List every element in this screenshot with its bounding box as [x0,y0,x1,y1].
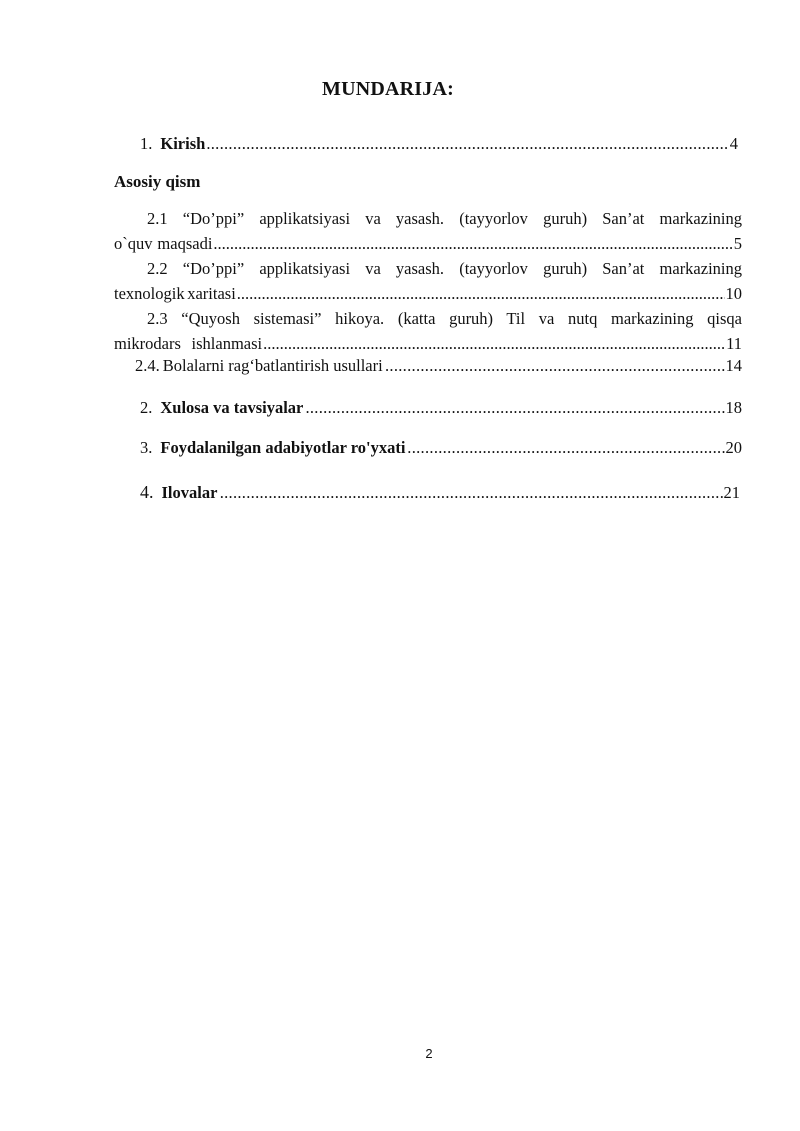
toc-entry-label: Xulosa va tavsiyalar [160,398,304,417]
dot-leader [385,356,725,376]
toc-entry-page: 21 [723,483,740,502]
page-title: MUNDARIJA: [322,78,454,100]
toc-entry-number: 1. [140,134,153,153]
toc-entry-number: 4. [140,482,154,502]
dot-leader [263,331,725,356]
dot-leader [237,281,725,306]
toc-entry-text-cont: maqsadi [157,234,213,253]
toc-entry-label: Foydalanilgan adabiyotlar ro'yxati [160,438,406,457]
toc-entry-text-cont: xaritasi [187,284,236,303]
toc-entry-text: 2.3 “Quyosh sistemasi” hikoya. (katta guruh) Til va nutq markazining qisqa [147,309,742,328]
toc-entry-page: 10 [725,284,742,303]
toc-entry-text-cont: texnologik [114,284,185,303]
toc-entry-appendix [140,482,740,503]
dot-leader [220,483,723,503]
toc-entry-page: 18 [725,398,742,417]
toc-entry-page: 4 [729,134,738,153]
dot-leader [407,438,724,458]
toc-entry-number: 2. [140,398,153,417]
section-heading: Asosiy qism [114,172,201,191]
page-number: 2 [425,1046,433,1061]
toc-entry-2-3 [114,306,742,356]
toc-entry-number: 3. [140,438,153,457]
toc-entry-2-2 [114,256,742,306]
toc-entry-intro [140,134,738,154]
toc-entry-label: Ilovalar [161,483,218,502]
toc-entry-text-cont: mikrodars [114,334,181,353]
dot-leader [206,134,728,154]
toc-entry-text: 2.1 “Do’ppi” applikatsiyasi va yasash. (tayyorlov guruh) San’at markazining [147,209,742,228]
toc-entry-2-1 [114,206,742,256]
dot-leader [305,398,724,418]
toc-entry-number: 2.4. [135,356,160,375]
toc-entry-label: Kirish [160,134,206,153]
toc-entry-conclusion [140,398,742,418]
toc-entry-2-4 [135,356,742,376]
toc-entry-text-cont: o`quv [114,234,153,253]
toc-entry-page: 14 [725,356,742,375]
toc-entry-page: 20 [725,438,742,457]
toc-entry-text: 2.2 “Do’ppi” applikatsiyasi va yasash. (tayyorlov guruh) San’at markazining [147,259,742,278]
toc-entry-page: 11 [726,334,742,353]
toc-entry-label: Bolalarni rag‘batlantirish usullari [162,356,383,375]
dot-leader [213,231,732,256]
toc-entry-page: 5 [733,234,742,253]
toc-entry-text-cont: ishlanmasi [191,334,263,353]
toc-entry-references [140,438,742,458]
